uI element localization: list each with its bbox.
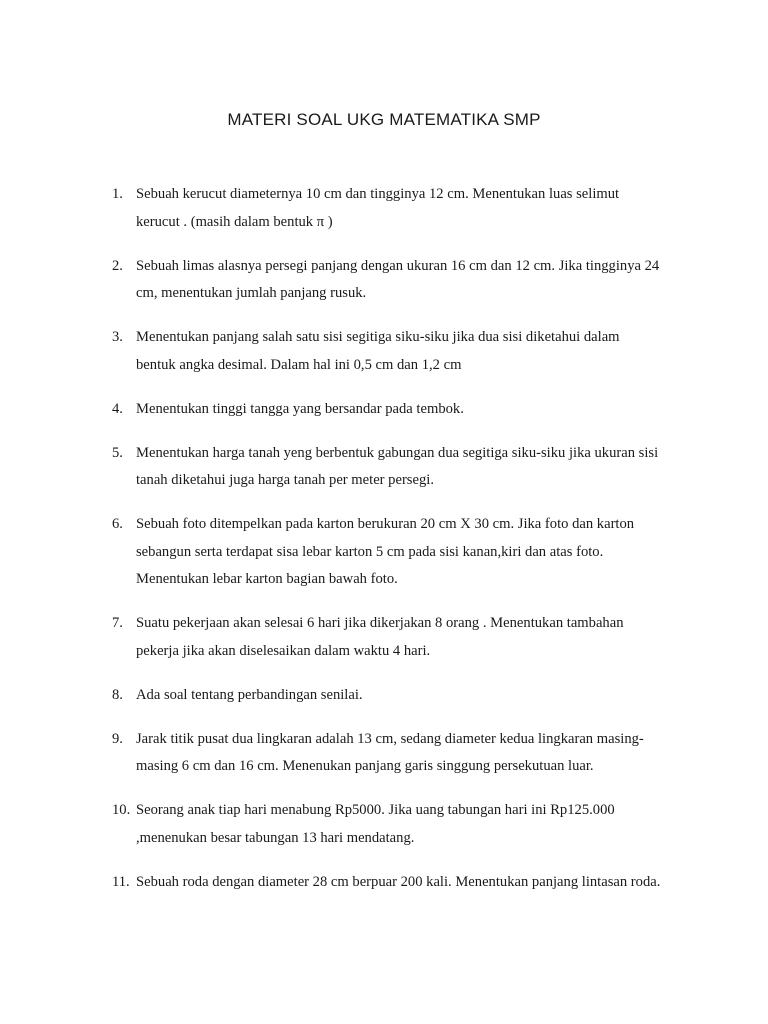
question-text: [136, 440, 682, 495]
question-number: 9.: [112, 730, 123, 747]
question-number: 10.: [112, 802, 131, 818]
question-text: [136, 682, 682, 710]
question-line: Suatu pekerjaan akan selesai 6 hari jika dikerjakan 8 orang . Menentukan tambahan: [136, 615, 624, 631]
question-line: Sebuah foto ditempelkan pada karton berukuran 20 cm X 30 cm. Jika foto dan karton: [136, 516, 635, 532]
question-item: [112, 440, 682, 495]
question-number: 2.: [112, 257, 123, 274]
question-item: [112, 253, 682, 308]
question-line: Sebuah limas alasnya persegi panjang dengan ukuran 16 cm dan 12 cm. Jika tingginya 24: [136, 257, 660, 274]
question-list: [112, 181, 682, 913]
question-text: [136, 396, 682, 424]
question-item: [112, 324, 682, 379]
question-line: Ada soal tentang perbandingan senilai.: [136, 686, 363, 703]
question-line: Sebuah roda dengan diameter 28 cm berpuar 200 kali. Menentukan panjang lintasan roda.: [136, 873, 661, 890]
question-line: Menentukan tinggi tangga yang bersandar pada tembok.: [136, 400, 464, 417]
question-number: 5.: [112, 444, 123, 461]
question-item: [112, 726, 682, 781]
question-line: masing 6 cm dan 16 cm. Menenukan panjang garis singgung persekutuan luar.: [136, 758, 594, 774]
question-item: [112, 610, 682, 665]
question-number: 8.: [112, 686, 123, 703]
question-line: cm, menentukan jumlah panjang rusuk.: [136, 285, 367, 301]
question-line: ,menenukan besar tabungan 13 hari mendatang.: [136, 829, 415, 846]
question-line: Seorang anak tiap hari menabung Rp5000. Jika uang tabungan hari ini Rp125.000: [136, 802, 615, 818]
question-text: [136, 797, 682, 852]
question-item: [112, 396, 682, 424]
question-number: 6.: [112, 516, 123, 532]
question-line: bentuk angka desimal. Dalam hal ini 0,5 cm dan 1,2 cm: [136, 356, 462, 373]
question-item: [112, 869, 682, 897]
question-line: tanah diketahui juga harga tanah per meter persegi.: [136, 472, 434, 488]
question-item: [112, 682, 682, 710]
question-text: [136, 253, 682, 308]
question-text: [136, 869, 682, 897]
question-number: 1.: [112, 186, 123, 202]
question-line: Menentukan panjang salah satu sisi segitiga siku-siku jika dua sisi diketahui dalam: [136, 329, 620, 345]
question-number: 11.: [112, 873, 130, 890]
question-line: Sebuah kerucut diameternya 10 cm dan tingginya 12 cm. Menentukan luas selimut: [136, 186, 620, 202]
question-item: [112, 797, 682, 852]
document-title: MATERI SOAL UKG MATEMATIKA SMP: [227, 110, 541, 129]
question-line: kerucut . (masih dalam bentuk π ): [136, 213, 333, 230]
question-text: [136, 511, 682, 594]
question-text: [136, 181, 682, 236]
question-line: Menentukan harga tanah yeng berbentuk gabungan dua segitiga siku-siku jika ukuran sisi: [136, 444, 659, 461]
question-number: 3.: [112, 329, 123, 345]
question-text: [136, 610, 682, 665]
question-line: pekerja jika akan diselesaikan dalam waktu 4 hari.: [136, 642, 431, 659]
question-line: sebangun serta terdapat sisa lebar karton 5 cm pada sisi kanan,kiri dan atas foto.: [136, 543, 604, 560]
question-item: [112, 181, 682, 236]
question-text: [136, 726, 682, 781]
question-line: Menentukan lebar karton bagian bawah foto.: [136, 571, 398, 587]
question-item: [112, 511, 682, 594]
question-number: 4.: [112, 400, 123, 417]
question-number: 7.: [112, 615, 123, 631]
question-line: Jarak titik pusat dua lingkaran adalah 13 cm, sedang diameter kedua lingkaran masing-: [136, 730, 644, 747]
question-text: [136, 324, 682, 379]
